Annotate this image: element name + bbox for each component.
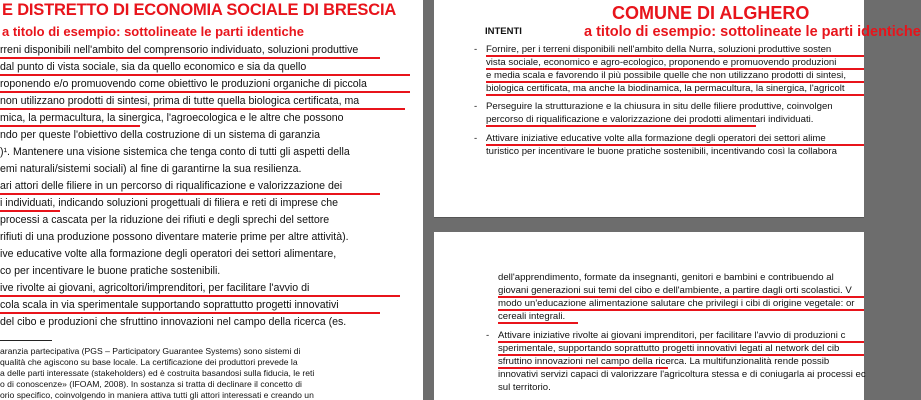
text-line: non utilizzano prodotti di sintesi, prima di tutte quella biologica certificata, ma <box>0 95 360 107</box>
highlight-underline <box>0 108 405 110</box>
text-line: percorso di riqualificazione e valorizzazione dei prodotti alimentari individuati. <box>486 114 814 125</box>
text-line: )¹. Mantenere una visione sistemica che tenga conto di tutti gli aspetti della <box>0 146 350 158</box>
highlight-underline <box>486 125 756 127</box>
highlight-underline <box>0 91 410 93</box>
right-page-subtitle: a titolo di esempio: sottolineate le parti identiche <box>584 24 921 40</box>
text-line: cereali integrali. <box>498 311 566 322</box>
highlight-underline <box>498 296 864 298</box>
text-line: dal punto di vista sociale, sia da quello economico e sia da quello <box>0 61 307 73</box>
right-page-title: COMUNE DI ALGHERO <box>612 3 810 23</box>
highlight-underline <box>0 57 380 59</box>
text-line: co per incentivare le buone pratiche sostenibili. <box>0 265 221 277</box>
highlight-underline <box>486 81 864 83</box>
text-line: Fornire, per i terreni disponibili nell'ambito della Nurra, soluzioni produttive sosten <box>486 44 832 55</box>
text-line: e media scala e favorendo il più possibile quelle che non utilizzano prodotti di sintesi, <box>486 70 846 81</box>
text-line: giovani generazioni sui temi del cibo e dell'ambiente, a partire dagli orti scolastici. V <box>498 285 852 296</box>
text-line: del cibo e produzioni che sfruttino innovazioni nel campo della ricerca (es. <box>0 316 347 328</box>
left-page-title: E DISTRETTO DI ECONOMIA SOCIALE DI BRESCIA <box>2 1 397 19</box>
text-line: ive educative volte alla formazione degli operatori dei settori alimentare, <box>0 248 337 260</box>
footnote-line: aranzia partecipativa (PGS – Participatory Guarantee Systems) sono sistemi di <box>0 346 301 356</box>
text-line: innovativi servizi capaci di valorizzare l'agricoltura stessa e di coniugarla ai processi ec <box>498 369 866 380</box>
text-line: roponendo e/o promuovendo come obiettivo le produzioni organiche di piccola <box>0 78 367 90</box>
footnote-separator <box>0 340 52 341</box>
highlight-underline <box>498 322 578 324</box>
highlight-underline <box>498 367 668 369</box>
footnote-line: orio specifico, coinvolgendo in maniera attiva tutti gli attori interessati e creando un <box>0 390 314 400</box>
text-line: Attivare iniziative educative volte alla formazione degli operatori dei settori alime <box>486 133 826 144</box>
text-line: rreni disponibili nell'ambito del comprensorio individuato, soluzioni produttive <box>0 44 359 56</box>
highlight-underline <box>0 295 400 297</box>
text-line: cola scala in via sperimentale supportando soprattutto progetti innovativi <box>0 299 339 311</box>
bullet-dash: - <box>474 44 478 55</box>
text-line: ndo per queste l'obiettivo della costruzione di un sistema di garanzia <box>0 129 321 141</box>
highlight-underline <box>486 144 864 146</box>
right-top-document-page <box>434 0 921 218</box>
highlight-underline <box>498 309 864 311</box>
left-document-page <box>0 0 423 400</box>
text-line: turistico per incentivare le buone pratiche sostenibili, incentivando così la collabora <box>486 146 837 157</box>
highlight-underline <box>486 94 864 96</box>
text-line: Attivare iniziative rivolte ai giovani imprenditori, per facilitare l'avvio di produzioni c <box>498 330 846 341</box>
text-line: sfruttino innovazioni nel campo della ricerca. La multifunzionalità rende possib <box>498 356 830 367</box>
footnote-line: qualità che agiscono su base locale. La certificazione dei produttori prevede la <box>0 357 298 367</box>
footnote-line: o di conoscenze» (IFOAM, 2008). In sostanza si tratta di declinare il concetto di <box>0 379 302 389</box>
text-line: ive rivolte ai giovani, agricoltori/imprenditori, per facilitare l'avvio di <box>0 282 310 294</box>
text-line: i individuati, indicando soluzioni progettuali di filiera e reti di imprese che <box>0 197 339 209</box>
footnote-line: a delle parti interessate (stakeholders) ed è costruita basandosi sulla fiducia, le reti <box>0 368 315 378</box>
highlight-underline <box>498 341 864 343</box>
text-line: mica, la permacultura, la sinergica, l'agroecologica e le altre che possono <box>0 112 344 124</box>
text-line: dell'apprendimento, formate da insegnanti, genitori e bambini e contribuendo al <box>498 272 834 283</box>
text-line: biologica certificata, ma anche la biodinamica, la permacultura, la sinergica, l'agricolt <box>486 83 845 94</box>
text-line: modo un'educazione alimentazione salutare che privilegi i cibi di origine vegetale: or <box>498 298 855 309</box>
highlight-underline <box>0 74 410 76</box>
bullet-dash: - <box>474 133 478 144</box>
highlight-underline <box>0 125 140 127</box>
intent-label: INTENTI <box>485 26 522 37</box>
text-line: ari attori delle filiere in un percorso di riqualificazione e valorizzazione dei <box>0 180 343 192</box>
bullet-dash: - <box>486 330 490 341</box>
bullet-dash: - <box>474 101 478 112</box>
right-bottom-document-page <box>434 232 864 400</box>
text-line: sul territorio. <box>498 382 551 393</box>
left-page-subtitle: a titolo di esempio: sottolineate le parti identiche <box>2 24 304 39</box>
text-line: processi a cascata per la riduzione dei rifiuti e degli sprechi del settore <box>0 214 330 226</box>
highlight-underline <box>486 55 864 57</box>
text-line: sperimentale, supportando soprattutto progetti innovativi legati al network del cib <box>498 343 840 354</box>
text-line: emi naturali/sistemi sociali) al fine di garantirne la sua resilienza. <box>0 163 302 175</box>
highlight-underline <box>498 354 864 356</box>
highlight-underline <box>0 193 380 195</box>
text-line: vista sociale, economico e agro-ecologico, proponendo e promuovendo produzioni <box>486 57 837 68</box>
highlight-underline <box>0 210 60 212</box>
highlight-underline <box>486 68 864 70</box>
text-line: Perseguire la strutturazione e la chiusura in situ delle filiere produttive, coinvolgen <box>486 101 833 112</box>
highlight-underline <box>0 312 380 314</box>
text-line: rifiuti di una produzione possono diventare materie prime per altre attività). <box>0 231 349 243</box>
